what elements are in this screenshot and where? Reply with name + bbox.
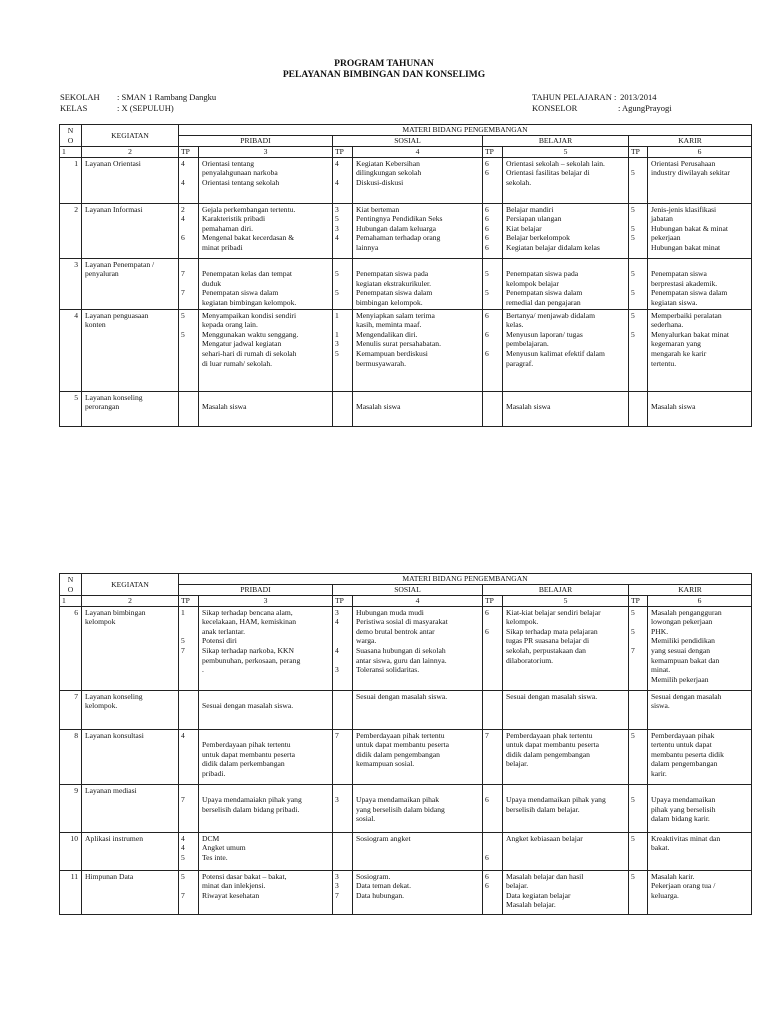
header-sosial: SOSIAL (333, 585, 483, 596)
row-number: 6 (60, 606, 82, 690)
sosial-cell: Masalah siswa (353, 391, 483, 426)
pribadi-cell: DCM Angket umum Tes inte. (199, 832, 333, 870)
sosial-cell: Pemberdayaan pihak tertentu untuk dapat membantu peserta didik dalam pengembangan kemampuan sosial. (353, 729, 483, 784)
belajar-tp (483, 391, 503, 426)
karir-tp: 5 5 (629, 309, 648, 391)
tp-header: TP (333, 596, 353, 607)
col-num: 1 (60, 147, 82, 158)
program-table-2 (59, 573, 752, 915)
table-row (60, 870, 752, 914)
karir-tp (629, 690, 648, 729)
year-info (532, 92, 672, 114)
belajar-tp (483, 690, 503, 729)
belajar-cell: Belajar mandiri Persiapan ulangan Kiat belajar Belajar berkelompok Kegiatan belajar didalam kelas (503, 203, 629, 258)
table-row (60, 690, 752, 729)
sekolah-value: : SMAN 1 Rambang Dangku (117, 92, 217, 102)
sosial-cell: Sesuai dengan masalah siswa. (353, 690, 483, 729)
tp-header: TP (333, 147, 353, 158)
konselor-value: : AgungPrayogi (618, 103, 672, 113)
col-num: 6 (648, 596, 752, 607)
karir-cell: Masalah karir. Pekerjaan orang tua / keluarga. (648, 870, 752, 914)
sosial-cell: Hubungan muda mudi Peristiwa sosial di masyarakat demo brutal bentrok antar warga. Suasana hubungan di sekolah antar siswa, guru dan lainnya. Toleransi solidaritas. (353, 606, 483, 690)
sosial-cell: Kegiatan Kebersihan dilingkungan sekolah Diskusi-diskusi (353, 157, 483, 203)
row-number: 8 (60, 729, 82, 784)
row-number: 3 (60, 258, 82, 309)
karir-tp (629, 391, 648, 426)
pribadi-tp: 4 4 5 (179, 832, 199, 870)
row-number: 7 (60, 690, 82, 729)
kegiatan-cell: Aplikasi instrumen (82, 832, 179, 870)
kegiatan-cell: Layanan konseling perorangan (82, 391, 179, 426)
pribadi-cell: Sikap terhadap bencana alam, kecelakaan, HAM, kemiskinan anak terlantar. Potensi diri Sikap terhadap narkoba, KKN pembunuhan, perkosaan, perang . (199, 606, 333, 690)
karir-tp: 5 (629, 157, 648, 203)
karir-tp: 5 5 (629, 258, 648, 309)
sosial-tp: 1 1 3 5 (333, 309, 353, 391)
row-number: 11 (60, 870, 82, 914)
belajar-cell: Kiat-kiat belajar sendiri belajar kelompok. Sikap terhadap mata pelajaran tugas PR suasana belajar di sekolah, perpustakaan dan dilaboratorium. (503, 606, 629, 690)
belajar-tp: 6 6 (483, 157, 503, 203)
program-table-1 (59, 124, 752, 427)
header-belajar: BELAJAR (483, 136, 629, 147)
karir-tp: 5 (629, 729, 648, 784)
table-row (60, 258, 752, 309)
sekolah-label: SEKOLAH (60, 92, 100, 102)
karir-cell: Pemberdayaan pihak tertentu untuk dapat membantu peserta didik dalam pengembangan karir. (648, 729, 752, 784)
belajar-cell: Angket kebiasaan belajar (503, 832, 629, 870)
pribadi-tp: 4 (179, 729, 199, 784)
sosial-tp: 5 5 (333, 258, 353, 309)
karir-cell: Orientasi Perusahaan industry diwilayah sekitar (648, 157, 752, 203)
page-title: PROGRAM TAHUNAN (334, 59, 434, 69)
karir-cell: Upaya mendamaikan pihak yang berselisih dalam bidang karir. (648, 784, 752, 832)
pribadi-cell: Sesuai dengan masalah siswa. (199, 690, 333, 729)
belajar-cell: Orientasi sekolah – sekolah lain. Orientasi fasilitas belajar di sekolah. (503, 157, 629, 203)
karir-tp: 5 (629, 784, 648, 832)
header-belajar: BELAJAR (483, 585, 629, 596)
header-materi: MATERI BIDANG PENGEMBANGAN (179, 574, 752, 585)
kegiatan-cell: Layanan konseling kelompok. (82, 690, 179, 729)
header-pribadi: PRIBADI (179, 136, 333, 147)
col-num: 4 (353, 147, 483, 158)
sosial-tp: 3 (333, 784, 353, 832)
col-num: 3 (199, 596, 333, 607)
kegiatan-cell: Layanan penguasaan konten (82, 309, 179, 391)
belajar-cell: Masalah siswa (503, 391, 629, 426)
sosial-cell: Menyiapkan salam terima kasih, meminta maaf. Mengendalikan diri. Menulis surat persahabatan. Kemampuan berdiskusi bermusyawarah. (353, 309, 483, 391)
tp-header: TP (629, 596, 648, 607)
belajar-cell: Bertanya/ menjawab didalam kelas. Menyusun laporan/ tugas pembelajaran. Menyusun kalimat efektif dalam paragraf. (503, 309, 629, 391)
pribadi-tp: 7 7 (179, 258, 199, 309)
kelas-value: : X (SEPULUH) (117, 103, 174, 113)
belajar-tp: 6 (483, 784, 503, 832)
school-info (60, 92, 216, 114)
pribadi-tp: 2 4 6 (179, 203, 199, 258)
sosial-cell: Penempatan siswa pada kegiatan ekstrakurikuler. Penempatan siswa dalam bimbingan kelompok. (353, 258, 483, 309)
belajar-tp: 6 6 6 6 6 (483, 203, 503, 258)
belajar-cell: Sesuai dengan masalah siswa. (503, 690, 629, 729)
belajar-tp: 6 6 6 (483, 309, 503, 391)
header-karir: KARIR (629, 585, 752, 596)
row-number: 9 (60, 784, 82, 832)
table-row (60, 309, 752, 391)
pribadi-cell: Masalah siswa (199, 391, 333, 426)
table-row (60, 729, 752, 784)
col-num: 6 (648, 147, 752, 158)
karir-cell: Penempatan siswa berprestasi akademik. Penempatan siswa dalam kegiatan siswa. (648, 258, 752, 309)
pribadi-cell: Gejala perkembangan tertentu. Karakteristik pribadi pemahaman diri. Mengenal bakat kecerdasan & minat pribadi (199, 203, 333, 258)
belajar-tp: 6 6 (483, 606, 503, 690)
col-num: 2 (82, 147, 179, 158)
col-num: 1 (60, 596, 82, 607)
pribadi-tp: 5 5 (179, 309, 199, 391)
tp-header: TP (179, 147, 199, 158)
row-number: 10 (60, 832, 82, 870)
sosial-tp: 4 4 (333, 157, 353, 203)
sosial-tp (333, 832, 353, 870)
karir-cell: Memperbaiki peralatan sederhana. Menyalurkan bakat minat kegemaran yang mengarah ke karir tertentu. (648, 309, 752, 391)
sosial-tp: 3 3 7 (333, 870, 353, 914)
belajar-tp: 7 (483, 729, 503, 784)
pribadi-tp (179, 690, 199, 729)
karir-cell: Masalah siswa (648, 391, 752, 426)
kegiatan-cell: Layanan Informasi (82, 203, 179, 258)
pribadi-tp: 4 4 (179, 157, 199, 203)
pribadi-tp: 7 (179, 784, 199, 832)
tp-header: TP (483, 596, 503, 607)
karir-cell: Masalah pengangguran lowongan pekerjaan PHK. Memiliki pendidikan yang sesuai dengan kemampuan bakat dan minat. Memilih pekerjaan (648, 606, 752, 690)
table-row (60, 784, 752, 832)
sosial-cell: Sosiogram. Data teman dekat. Data hubungan. (353, 870, 483, 914)
sosial-cell: Sosiogram angket (353, 832, 483, 870)
tp-header: TP (483, 147, 503, 158)
table-row (60, 391, 752, 426)
col-num: 3 (199, 147, 333, 158)
pribadi-tp (179, 391, 199, 426)
col-num: 2 (82, 596, 179, 607)
kegiatan-cell: Layanan Orientasi (82, 157, 179, 203)
row-number: 2 (60, 203, 82, 258)
header-kegiatan: KEGIATAN (82, 574, 179, 596)
header-no: N O (60, 574, 82, 596)
sosial-tp: 7 (333, 729, 353, 784)
kegiatan-cell: Layanan bimbingan kelompok (82, 606, 179, 690)
belajar-cell: Pemberdayaan phak tertentu untuk dapat membantu peserta didik dalam pengembangan belajar. (503, 729, 629, 784)
pribadi-cell: Pemberdayaan pihak tertentu untuk dapat membantu peserta didik dalam perkembangan pribadi. (199, 729, 333, 784)
header-materi: MATERI BIDANG PENGEMBANGAN (179, 125, 752, 136)
tp-header: TP (179, 596, 199, 607)
karir-tp: 5 (629, 832, 648, 870)
sosial-tp: 3 4 4 3 (333, 606, 353, 690)
kegiatan-cell: Layanan mediasi (82, 784, 179, 832)
col-num: 5 (503, 147, 629, 158)
belajar-cell: Masalah belajar dan hasil belajar. Data kegiatan belajar Masalah belajar. (503, 870, 629, 914)
tahun-value: 2013/2014 (620, 92, 657, 102)
table-row (60, 157, 752, 203)
table-row (60, 832, 752, 870)
pribadi-tp: 5 7 (179, 870, 199, 914)
tahun-label: TAHUN PELAJARAN : (532, 92, 617, 102)
karir-cell: Kreaktivitas minat dan bakat. (648, 832, 752, 870)
pribadi-cell: Potensi dasar bakat – bakat, minat dan inlekjensi. Riwayat kesehatan (199, 870, 333, 914)
belajar-cell: Upaya mendamaikan pihak yang berselisih dalam belajar. (503, 784, 629, 832)
belajar-cell: Penempatan siswa pada kelompok belajar Penempatan siswa dalam remedial dan pengajaran (503, 258, 629, 309)
pribadi-cell: Menyampaikan kondisi sendiri kepada orang lain. Menggunakan waktu senggang. Mengatur jadwal kegiatan sehari-hari di rumah di sekolah di luar rumah/ sekolah. (199, 309, 333, 391)
karir-tp: 5 5 5 (629, 203, 648, 258)
table-row (60, 606, 752, 690)
pribadi-cell: Orientasi tentang penyalahgunaan narkoba Orientasi tentang sekolah (199, 157, 333, 203)
header-kegiatan: KEGIATAN (82, 125, 179, 147)
header-no: N O (60, 125, 82, 147)
pribadi-cell: Penempatan kelas dan tempat duduk Penempatan siswa dalam kegiatan bimbingan kelompok. (199, 258, 333, 309)
row-number: 5 (60, 391, 82, 426)
table-row (60, 203, 752, 258)
karir-tp: 5 5 7 (629, 606, 648, 690)
sosial-tp (333, 690, 353, 729)
header-sosial: SOSIAL (333, 136, 483, 147)
belajar-tp: 5 5 (483, 258, 503, 309)
belajar-tp: 6 (483, 832, 503, 870)
col-num: 4 (353, 596, 483, 607)
kelas-label: KELAS (60, 103, 88, 113)
tp-header: TP (629, 147, 648, 158)
page-subtitle: PELAYANAN BIMBINGAN DAN KONSELIMG (282, 70, 486, 80)
row-number: 4 (60, 309, 82, 391)
sosial-tp: 3 5 3 4 (333, 203, 353, 258)
pribadi-tp: 1 5 7 (179, 606, 199, 690)
sosial-cell: Kiat berteman Pentingnya Pendidikan Seks Hubungan dalam keluarga Pemahaman terhadap orang lainnya (353, 203, 483, 258)
belajar-tp: 6 6 (483, 870, 503, 914)
karir-tp: 5 (629, 870, 648, 914)
karir-cell: Sesuai dengan masalah siswa. (648, 690, 752, 729)
header-karir: KARIR (629, 136, 752, 147)
konselor-label: KONSELOR (532, 103, 578, 113)
row-number: 1 (60, 157, 82, 203)
kegiatan-cell: Layanan konsultasi (82, 729, 179, 784)
karir-cell: Jenis-jenis klasifikasi jabatan Hubungan bakat & minat pekerjaan Hubungan bakat minat (648, 203, 752, 258)
sosial-tp (333, 391, 353, 426)
pribadi-cell: Upaya mendamaiakn pihak yang berselisih dalam bidang pribadi. (199, 784, 333, 832)
header-pribadi: PRIBADI (179, 585, 333, 596)
sosial-cell: Upaya mendamaikan pihak yang berselisih dalam bidang sosial. (353, 784, 483, 832)
col-num: 5 (503, 596, 629, 607)
kegiatan-cell: Himpunan Data (82, 870, 179, 914)
kegiatan-cell: Layanan Penempatan / penyaluran (82, 258, 179, 309)
